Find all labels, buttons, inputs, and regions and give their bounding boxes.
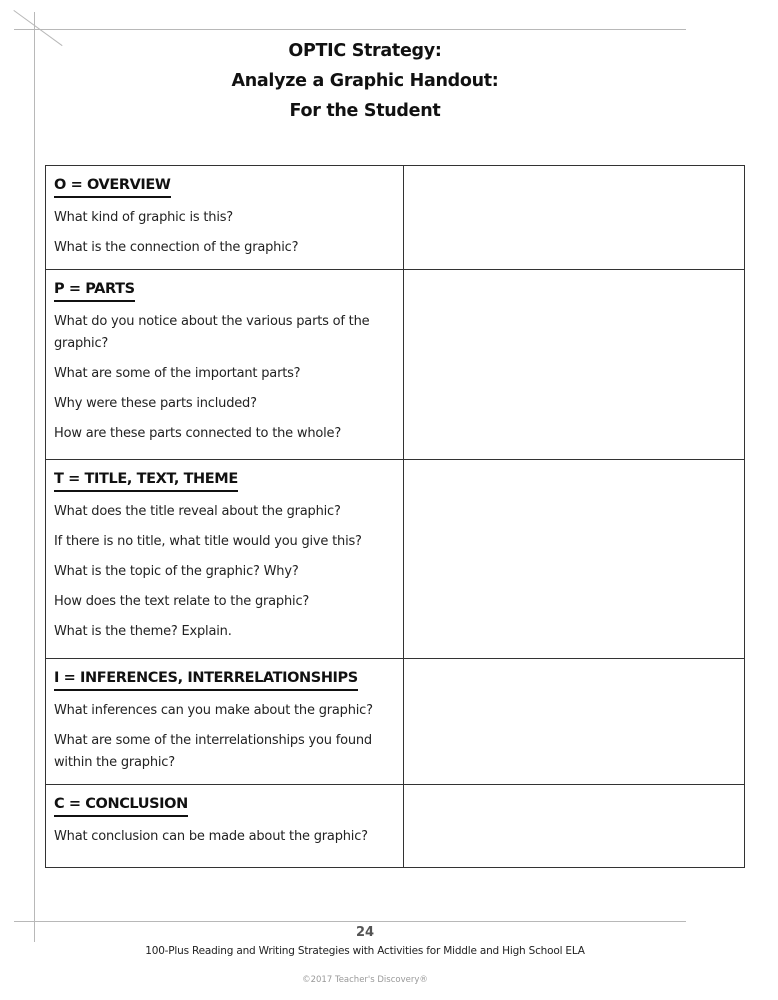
question: What do you notice about the various parts of the graphic? xyxy=(54,314,370,351)
table-row-conclusion xyxy=(46,785,745,868)
prompt-cell-parts xyxy=(46,270,404,460)
title-line-3: For the Student xyxy=(289,101,441,121)
prompt-cell-conclusion xyxy=(46,785,404,868)
question: If there is no title, what title would you give this? xyxy=(54,534,362,549)
answer-cell-title-text-theme[interactable] xyxy=(404,460,745,659)
question: What is the connection of the graphic? xyxy=(54,240,299,255)
copyright: ©2017 Teacher's Discovery® xyxy=(302,975,428,985)
question: How does the text relate to the graphic? xyxy=(54,594,310,609)
answer-cell-overview[interactable] xyxy=(404,166,745,270)
section-heading-parts: P = PARTS xyxy=(54,279,135,302)
section-heading-conclusion: C = CONCLUSION xyxy=(54,794,188,817)
section-heading-overview: O = OVERVIEW xyxy=(54,175,171,198)
question: How are these parts connected to the whole? xyxy=(54,426,342,441)
page-title xyxy=(0,36,730,126)
section-heading-title-text-theme: T = TITLE, TEXT, THEME xyxy=(54,469,238,492)
question: What are some of the important parts? xyxy=(54,366,301,381)
book-title: 100-Plus Reading and Writing Strategies with Activities for Middle and High School ELA xyxy=(145,945,585,957)
prompt-cell-title-text-theme xyxy=(46,460,404,659)
question: What conclusion can be made about the graphic? xyxy=(54,829,368,844)
crop-guide-top xyxy=(14,29,686,30)
question: What inferences can you make about the graphic? xyxy=(54,703,373,718)
table-row-inferences xyxy=(46,659,745,785)
question: What are some of the interrelationships you found within the graphic? xyxy=(54,733,372,770)
page-number: 24 xyxy=(355,925,375,940)
table-row-parts xyxy=(46,270,745,460)
question: What kind of graphic is this? xyxy=(54,210,233,225)
question: What is the theme? Explain. xyxy=(54,624,232,639)
question: What does the title reveal about the graphic? xyxy=(54,504,341,519)
title-line-1: OPTIC Strategy: xyxy=(288,41,442,61)
title-line-2: Analyze a Graphic Handout: xyxy=(231,71,499,91)
table-row-title-text-theme xyxy=(46,460,745,659)
answer-cell-parts[interactable] xyxy=(404,270,745,460)
answer-cell-inferences[interactable] xyxy=(404,659,745,785)
table-row-overview xyxy=(46,166,745,270)
answer-cell-conclusion[interactable] xyxy=(404,785,745,868)
section-heading-inferences: I = INFERENCES, INTERRELATIONSHIPS xyxy=(54,668,358,691)
optic-table xyxy=(45,165,745,868)
crop-guide-left xyxy=(34,12,35,942)
question: Why were these parts included? xyxy=(54,396,257,411)
prompt-cell-overview xyxy=(46,166,404,270)
prompt-cell-inferences xyxy=(46,659,404,785)
crop-guide-bottom xyxy=(14,921,686,922)
question: What is the topic of the graphic? Why? xyxy=(54,564,299,579)
